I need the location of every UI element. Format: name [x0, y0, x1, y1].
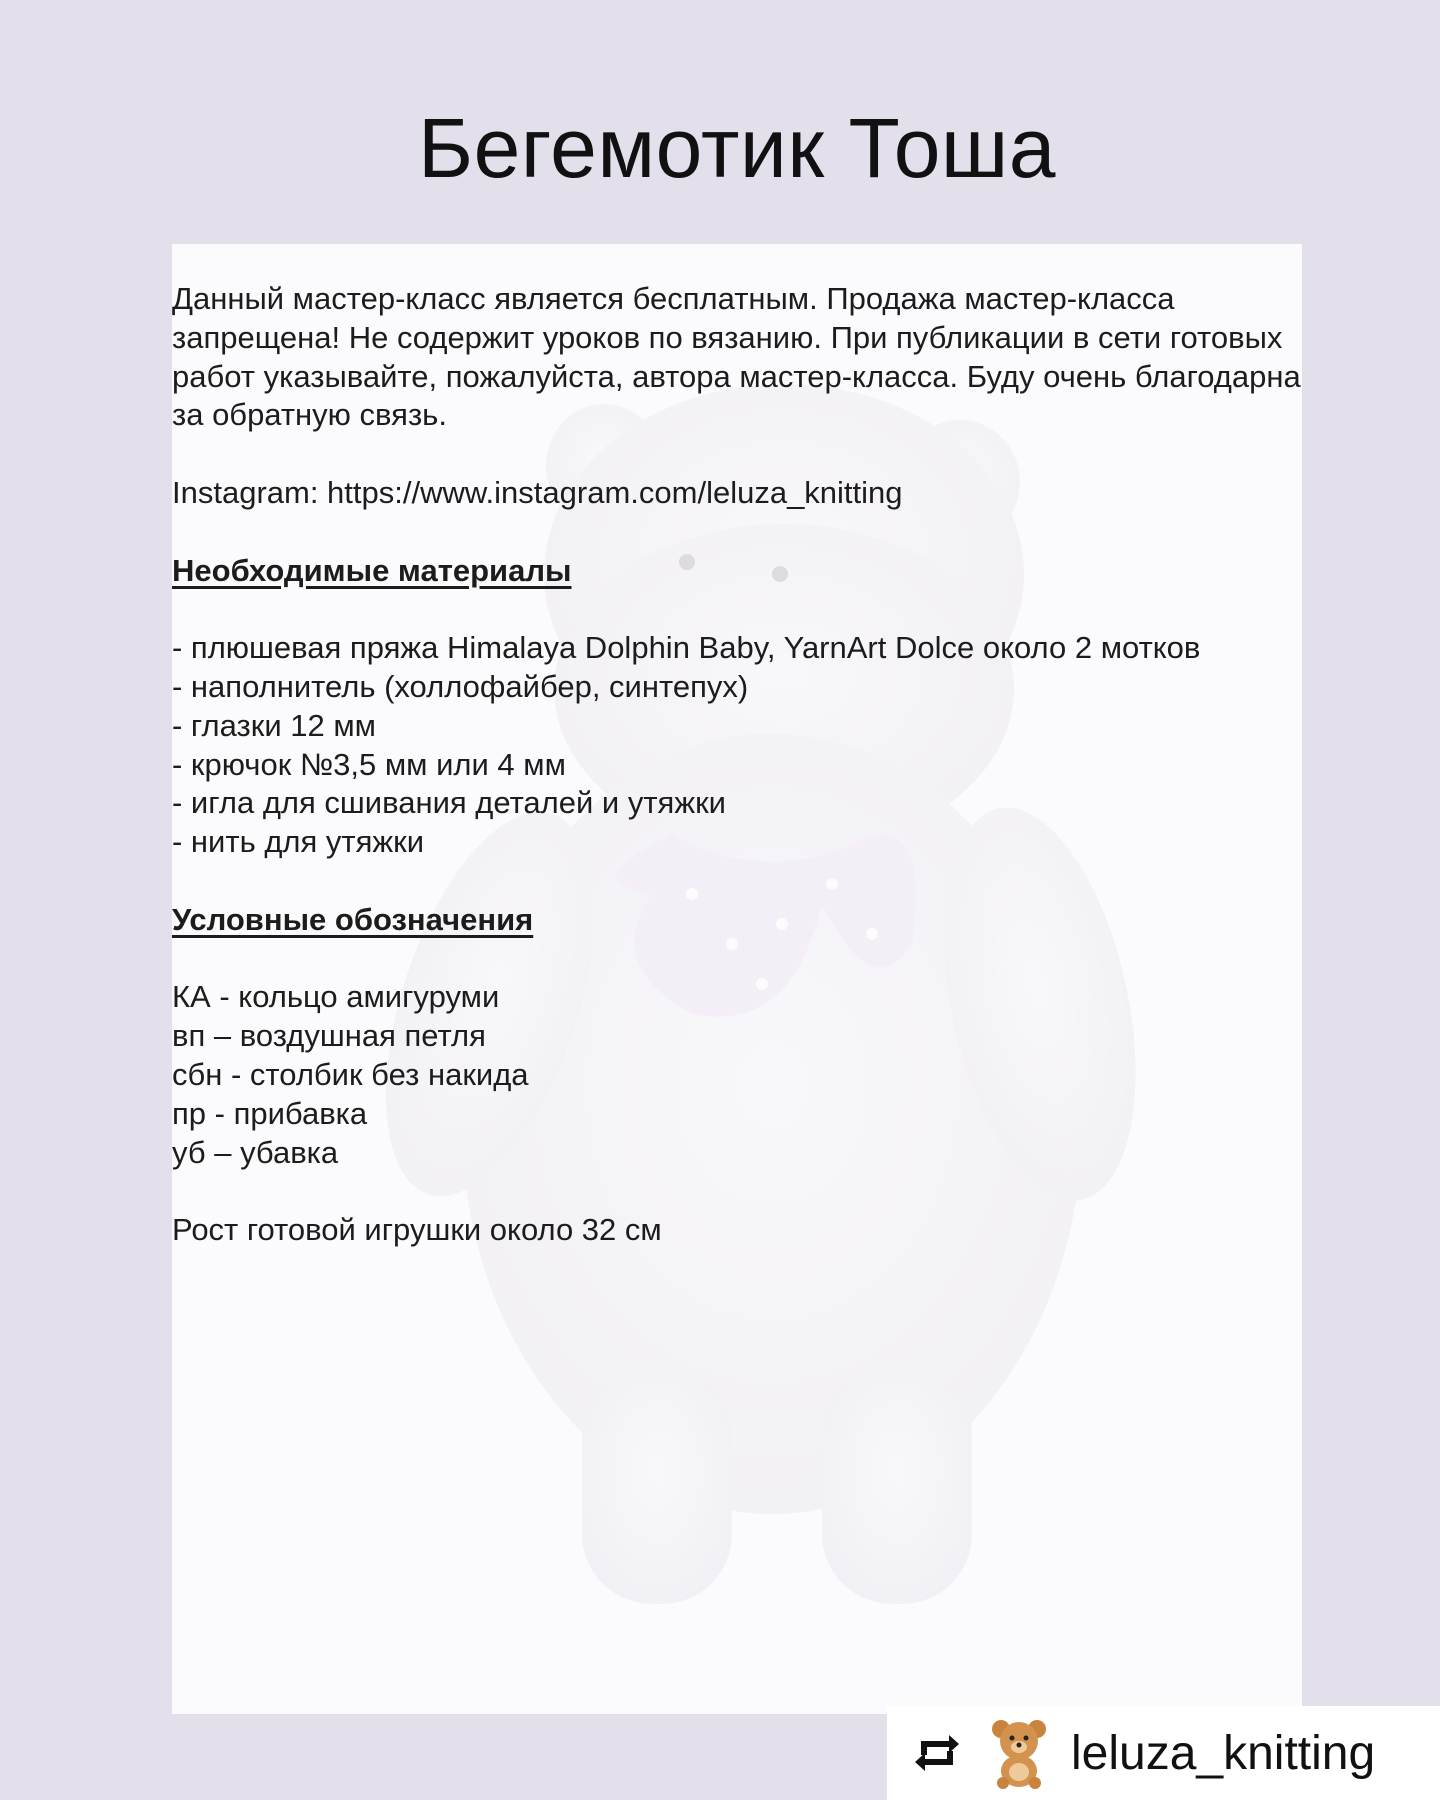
repost-icon — [909, 1725, 965, 1781]
materials-heading: Необходимые материалы — [172, 552, 572, 588]
legend-item: уб – убавка — [172, 1134, 339, 1170]
legend-item: пр - прибавка — [172, 1095, 368, 1131]
legend-item: сбн - столбик без накида — [172, 1056, 529, 1092]
instagram-link[interactable]: Instagram: https://www.instagram.com/leluza_knitting — [172, 474, 903, 510]
materials-item: - игла для сшивания деталей и утяжки — [172, 785, 726, 821]
materials-item: - плюшевая пряжа Himalaya Dolphin Baby, YarnArt Dolce около 2 мотков — [172, 630, 1201, 666]
repost-badge[interactable] — [887, 1706, 1440, 1800]
pattern-sheet — [172, 244, 1302, 1714]
legend-item: КА - кольцо амигуруми — [172, 979, 500, 1015]
teddy-bear-icon — [987, 1717, 1051, 1789]
materials-item: - нить для утяжки — [172, 824, 425, 860]
materials-item: - наполнитель (холлофайбер, синтепух) — [172, 668, 749, 704]
pattern-text — [172, 280, 1302, 1250]
legend-heading: Условные обозначения — [172, 901, 534, 937]
materials-item: - глазки 12 мм — [172, 707, 376, 743]
height-note: Рост готовой игрушки около 32 см — [172, 1212, 662, 1248]
author-handle[interactable]: leluza_knitting — [1071, 1726, 1376, 1780]
intro-paragraph: Данный мастер-класс является бесплатным. Продажа мастер-класса запрещена! Не содержит уроков по вязанию. При публикации в сети готовых работ указывайте, пожалуйста, автора мастер-класса. Буду очень благодарна за обратную связь. — [172, 281, 1301, 433]
legend-item: вп – воздушная петля — [172, 1018, 486, 1054]
page-title: Бегемотик Тоша — [417, 101, 1057, 195]
materials-item: - крючок №3,5 мм или 4 мм — [172, 746, 566, 782]
